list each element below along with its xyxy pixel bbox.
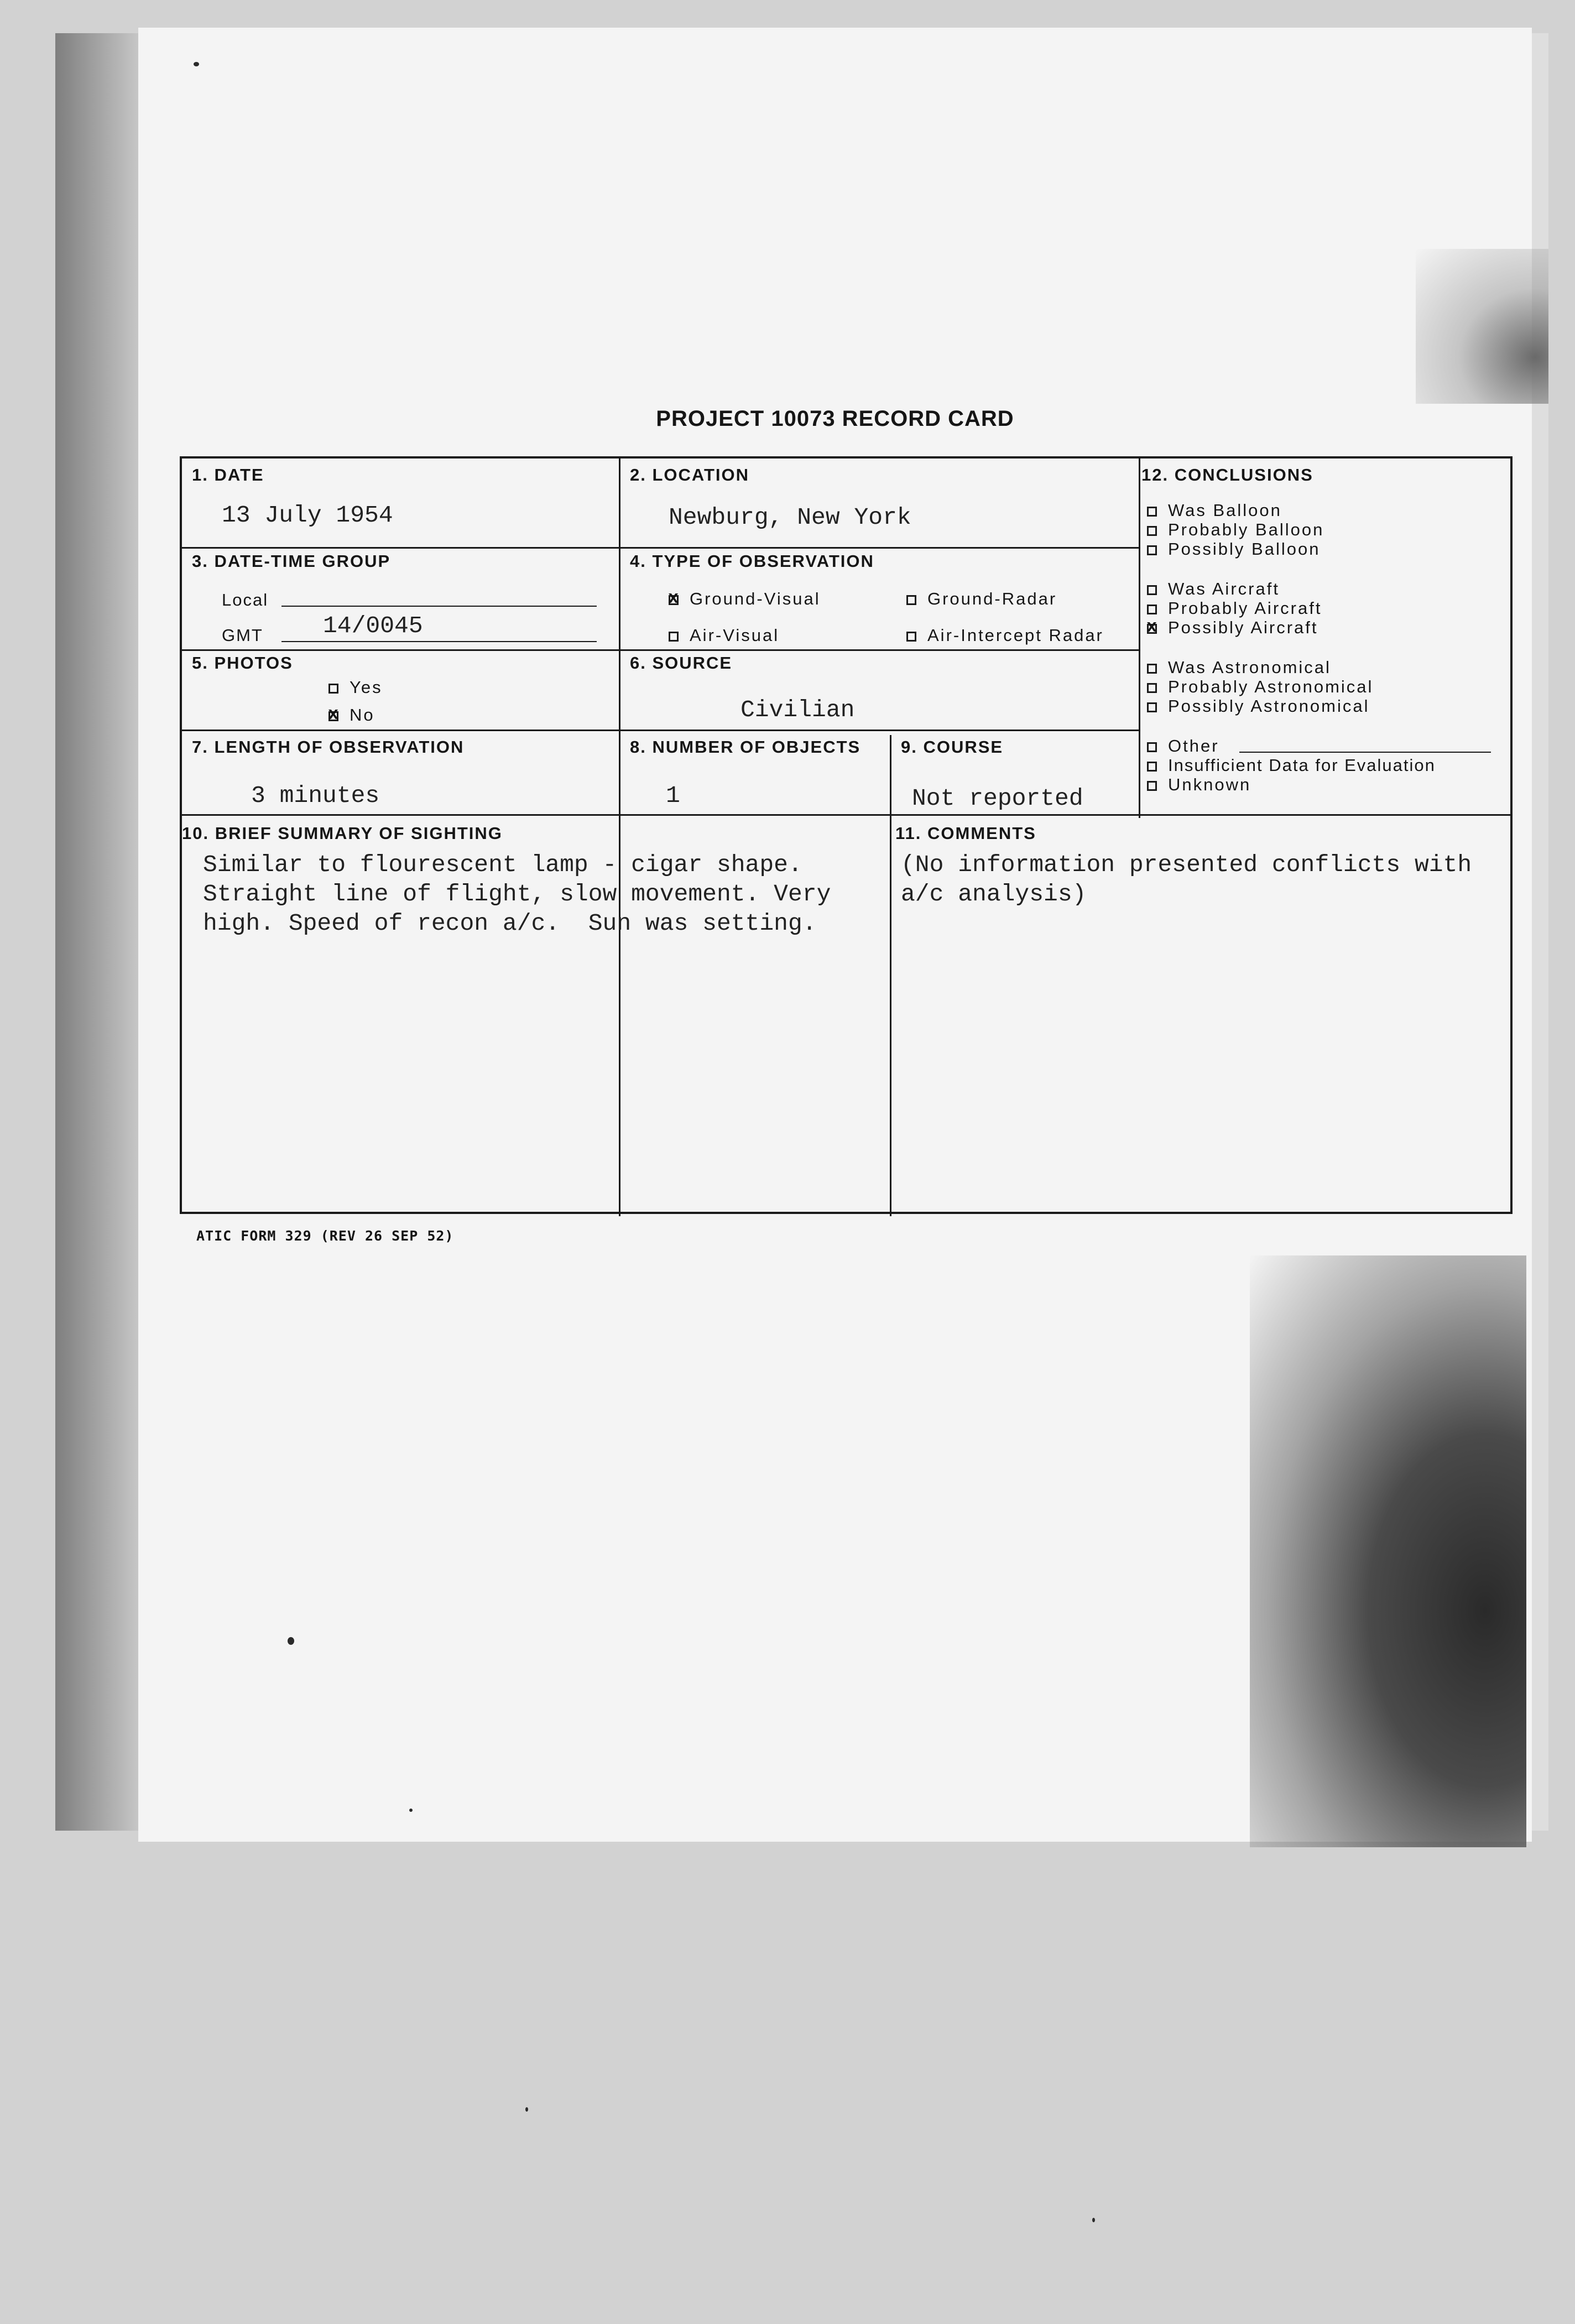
option-air-visual: Air-Visual [669,626,779,645]
conclusion-unknown: Unknown [1147,775,1251,795]
conclusion-probably-balloon: Probably Balloon [1147,520,1324,540]
gmt-label: GMT [222,626,263,645]
conclusion-probably-astronomical: Probably Astronomical [1147,677,1373,697]
date-time-group-label: 3. DATE-TIME GROUP [192,551,391,571]
scan-speck [409,1809,413,1812]
conclusion-was-balloon: Was Balloon [1147,501,1282,520]
length-value: 3 minutes [251,782,380,809]
conclusion-was-astronomical: Was Astronomical [1147,658,1331,678]
conclusion-possibly-astronomical: Possibly Astronomical [1147,696,1370,716]
card-title: PROJECT 10073 RECORD CARD [656,407,1014,431]
scan-speck [1092,2218,1095,2222]
checkbox [906,595,916,605]
number-of-objects-value: 1 [666,782,680,809]
grid-line [619,458,620,1216]
grid-line [1139,458,1140,818]
course-value: Not reported [912,785,1083,812]
checkbox [1147,507,1157,517]
conclusion-possibly-balloon: Possibly Balloon [1147,539,1320,559]
local-line [281,606,597,607]
checkbox [1147,742,1157,752]
summary-line: high. Speed of recon a/c. Sun was setting. [203,910,817,937]
option-air-intercept-radar: Air-Intercept Radar [906,626,1104,645]
comments-label: 11. COMMENTS [895,824,1036,843]
source-value: Civilian [740,696,855,723]
record-card-form [180,456,1513,1214]
conclusion-was-aircraft: Was Aircraft [1147,579,1280,599]
conclusion-possibly-aircraft: xPossibly Aircraft [1147,618,1318,638]
checkbox [906,632,916,642]
summary-line: Similar to flourescent lamp - cigar shape. [203,851,802,878]
checkbox [1147,585,1157,595]
scan-smudge-corner [1416,249,1548,404]
checkbox [1147,624,1157,634]
comments-line: (No information presented conflicts with [901,851,1472,878]
conclusion-other: Other [1147,736,1219,756]
scan-speck [525,2107,528,2112]
location-label: 2. LOCATION [630,465,750,484]
option-ground-radar: Ground-Radar [906,589,1057,609]
checkbox [669,595,679,605]
option-photos-no: xNo [328,705,375,725]
checkbox [1147,702,1157,712]
form-identifier: ATIC FORM 329 (REV 26 SEP 52) [196,1228,454,1244]
checkbox [1147,545,1157,555]
summary-label: 10. BRIEF SUMMARY OF SIGHTING [182,824,503,843]
conclusion-probably-aircraft: Probably Aircraft [1147,598,1322,618]
date-label: 1. DATE [192,465,264,484]
gmt-line [281,641,597,642]
checkbox [1147,605,1157,614]
checkbox [1147,762,1157,772]
number-of-objects-label: 8. NUMBER OF OBJECTS [630,737,861,757]
checkbox [1147,526,1157,536]
scan-speck [194,62,199,66]
checkbox [1147,781,1157,791]
grid-line [890,735,891,1216]
source-label: 6. SOURCE [630,653,733,673]
grid-line [182,729,1140,731]
scan-speck [288,1637,294,1645]
course-label: 9. COURSE [901,737,1004,757]
conclusion-insufficient-data: Insufficient Data for Evaluation [1147,755,1436,775]
scan-smudge [1250,1255,1526,1847]
location-value: Newburg, New York [669,504,911,531]
checkbox [1147,664,1157,674]
grid-line [182,547,1140,549]
option-ground-visual: xGround-Visual [669,589,821,609]
comments-line: a/c analysis) [901,880,1087,908]
photos-label: 5. PHOTOS [192,653,293,673]
checkbox [328,684,338,694]
checkbox [328,711,338,721]
checkbox [669,632,679,642]
type-of-observation-label: 4. TYPE OF OBSERVATION [630,551,874,571]
option-photos-yes: Yes [328,678,383,697]
gmt-value: 14/0045 [323,612,423,639]
grid-line [182,814,1513,816]
local-label: Local [222,590,269,609]
grid-line [182,649,1140,651]
summary-line: Straight line of flight, slow movement. Very [203,880,831,908]
length-label: 7. LENGTH OF OBSERVATION [192,737,465,757]
other-line [1239,752,1491,753]
date-value: 13 July 1954 [222,502,393,529]
checkbox [1147,683,1157,693]
conclusions-label: 12. CONCLUSIONS [1141,465,1313,484]
